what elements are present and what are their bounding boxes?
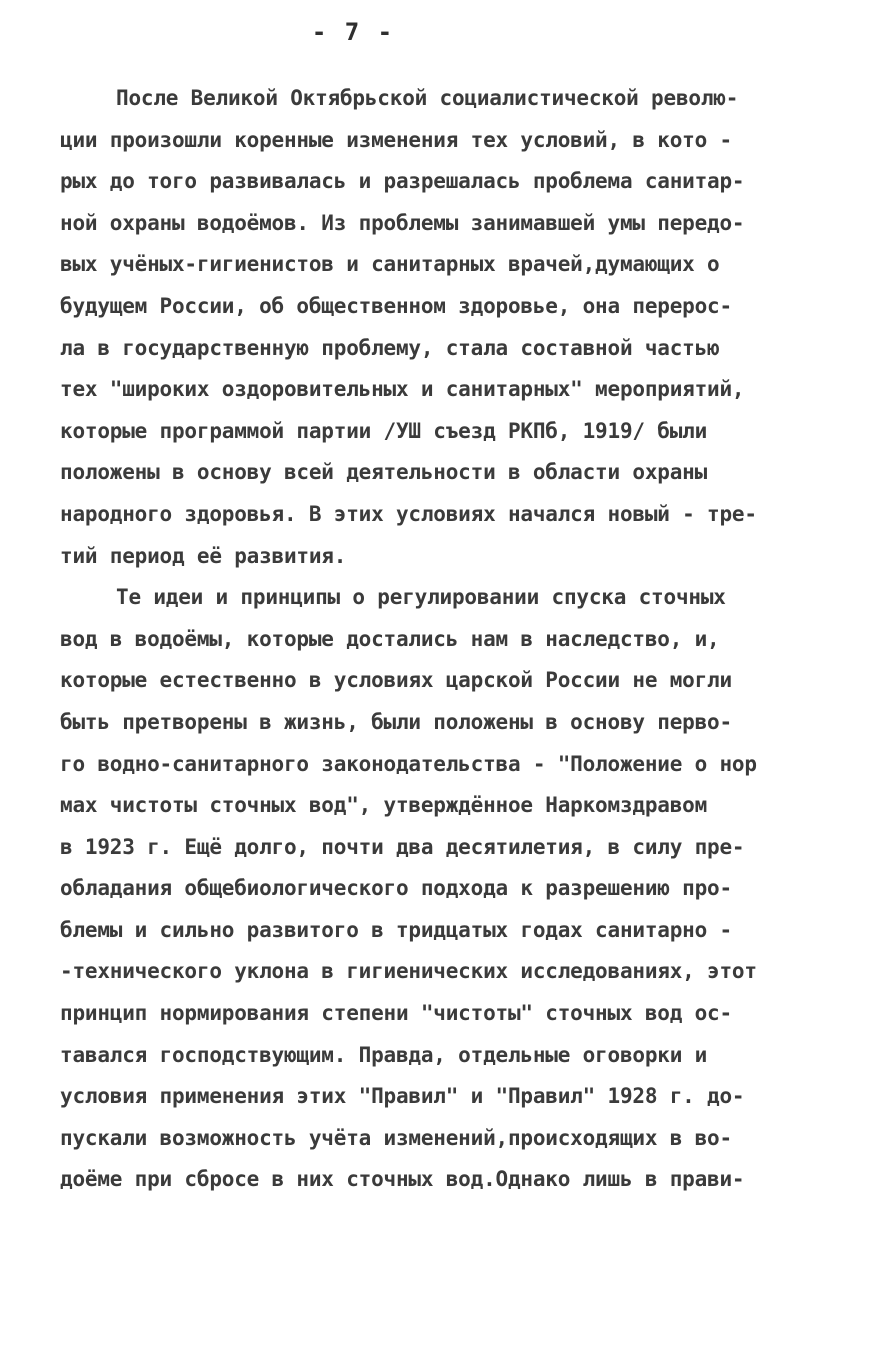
page-number: - 7 - [311, 18, 395, 46]
text-line: пускали возможность учёта изменений,происходящих в во- [60, 1125, 732, 1150]
text-line: вод в водоёмы, которые достались нам в наследство, и, [60, 626, 720, 651]
text-line: которые программой партии /УШ съезд РКПб, 1919/ были [60, 418, 708, 443]
text-line: -технического уклона в гигиенических исследованиях, этот [60, 959, 757, 984]
body-text [60, 78, 840, 1201]
text-line: мах чистоты сточных вод", утверждённое Наркомздравом [60, 793, 708, 818]
text-line: положены в основу всей деятельности в области охраны [60, 460, 708, 485]
text-line: в 1923 г. Ещё долго, почти два десятилетия, в силу пре- [60, 834, 745, 859]
text-line: народного здоровья. В этих условиях начался новый - тре- [60, 501, 757, 526]
text-line: После Великой Октябрьской социалистической револю- [116, 86, 739, 110]
text-line: ции произошли коренные изменения тех условий, в кото - [60, 127, 732, 152]
text-line: тех "широких оздоровительных и санитарных" мероприятий, [60, 377, 745, 402]
text-line: вых учёных-гигиенистов и санитарных врачей,думающих о [60, 252, 720, 277]
text-line: быть претворены в жизнь, были положены в основу перво- [60, 709, 732, 734]
text-line: рых до того развивалась и разрешалась проблема санитар- [60, 169, 745, 194]
text-line: принцип нормирования степени "чистоты" сточных вод ос- [60, 1001, 732, 1026]
text-line: блемы и сильно развитого в тридцатых годах санитарно - [60, 917, 732, 942]
text-line: го водно-санитарного законодательства - "Положение о нор [60, 751, 757, 776]
text-line: Те идеи и принципы о регулировании спуска сточных [116, 585, 726, 610]
text-line: ной охраны водоёмов. Из проблемы занимавшей умы передо- [60, 210, 745, 235]
text-line: тавался господствующим. Правда, отдельные оговорки и [60, 1042, 708, 1067]
text-line: ла в государственную проблему, стала составной частью [60, 335, 720, 360]
text-line: которые естественно в условиях царской России не могли [60, 668, 732, 693]
text-line: тий период её развития. [60, 543, 347, 568]
text-line: условия применения этих "Правил" и "Правил" 1928 г. до- [60, 1084, 745, 1109]
text-line: будущем России, об общественном здоровье, она перерос- [60, 293, 732, 318]
text-line: обладания общебиологического подхода к разрешению про- [60, 876, 732, 901]
text-line: доёме при сбросе в них сточных вод.Однако лишь в прави- [60, 1167, 745, 1192]
